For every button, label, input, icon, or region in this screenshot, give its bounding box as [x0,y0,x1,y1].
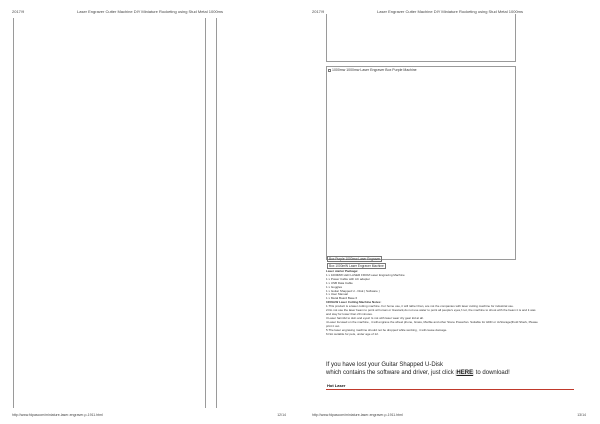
left-header-date: 2017/9 [12,9,25,14]
spec-line: 1 x Guitar Shapped U - Disk ( Software ) [326,289,380,293]
right-header-date: 2017/9 [312,9,325,14]
right-header-title: Laser Engraver Cutter Machine DIY Miniature Rocketing using Stud Metal 1000ms [377,9,523,14]
right-footer-page-number: 13/14 [577,413,586,417]
spec-line: 4.Laser focused on the machine , it will engrave the wheel phone, Grass, Marble and other Stone Powerfan. Suitable for HDD or JuStorage(IFold Sherk, Please [326,320,538,324]
spec-line: 1 x 1000MW LED LASER FROM Laser Engraving Machine [326,273,405,277]
spec-line: 1000mW Laser Cutting Machine Notes: [326,301,382,305]
spec-line: 1 x Metal Board Base 6 [326,297,358,301]
left-content-border-right [216,18,217,408]
spec-line: 5.The laser engraving machine should not be dropped while working , it will cause damage. [326,328,448,332]
spec-line: 3.Laser harmful to skin and eyes! Is not with laser wear dry gear kid at all. [326,316,424,320]
main-image-caption [328,68,417,72]
left-page-border-left [13,18,14,408]
right-footer-url[interactable]: http://www.fdpascom/miniature-laser-engraver-p-1911.html [312,413,403,417]
spec-line: 6.Not suitable for pets, under age of 12. [326,332,379,336]
hot-laser-divider [326,389,574,390]
spec-text-block [326,270,574,336]
main-image-caption-text: 1000mw 1000mw Laser Engraver Box Purple Machine [332,68,417,72]
download-line-2-suffix: to download! [475,370,510,376]
spec-line: 1 x USB Data Cable [326,281,353,285]
image-label-1 [327,256,382,262]
spec-line: and stay for lower than 20 minutes. [326,312,373,316]
broken-image-icon [328,69,331,72]
left-header-title: Laser Engraver Cutter Machine DIY Miniature Rocketing using Stud Metal 1000ms [77,9,223,14]
download-line-2-prefix: which contains the software and driver, just click [326,370,454,376]
spec-line: print it out. [326,324,341,328]
hot-laser-heading: Hot Laser [327,383,346,388]
download-line-2 [326,370,576,376]
left-content-border-left [205,18,206,408]
spec-line: 1 x User Manual [326,293,348,297]
download-line-1: If you have lost your Guitar Shapped U-Disk [326,362,444,368]
image-label-2 [327,263,386,269]
image-label-2-text: Box 1000mW Laser Engraver Machine [329,264,384,268]
spec-line: Laser starter Package: [326,270,359,273]
image-label-1-text: Box Purple 1000mw Laser Engraver [329,257,381,261]
left-footer-page-number: 12/14 [277,413,286,417]
spec-line: 1 x Power Cable with AC adapter [326,277,371,281]
download-here-link[interactable]: HERE [456,370,474,376]
spec-line: 2.Do not use the laser beam to point at human or livestock,do not use water to point all people's eyes,f not, the machine to shoot with the beam it is and it was [326,309,536,313]
main-image-frame [326,66,516,260]
spec-line: 1 x Goggles [326,285,343,289]
left-footer-url[interactable]: http://www.fdpascom/miniature-laser-engraver-p-1911.html [12,413,103,417]
top-image-frame [326,14,516,62]
spec-line: 1.This product is a laser cutting machine. For home use, it will rather than, are not the companies with laser cutting machine for industrial use. [326,305,514,309]
